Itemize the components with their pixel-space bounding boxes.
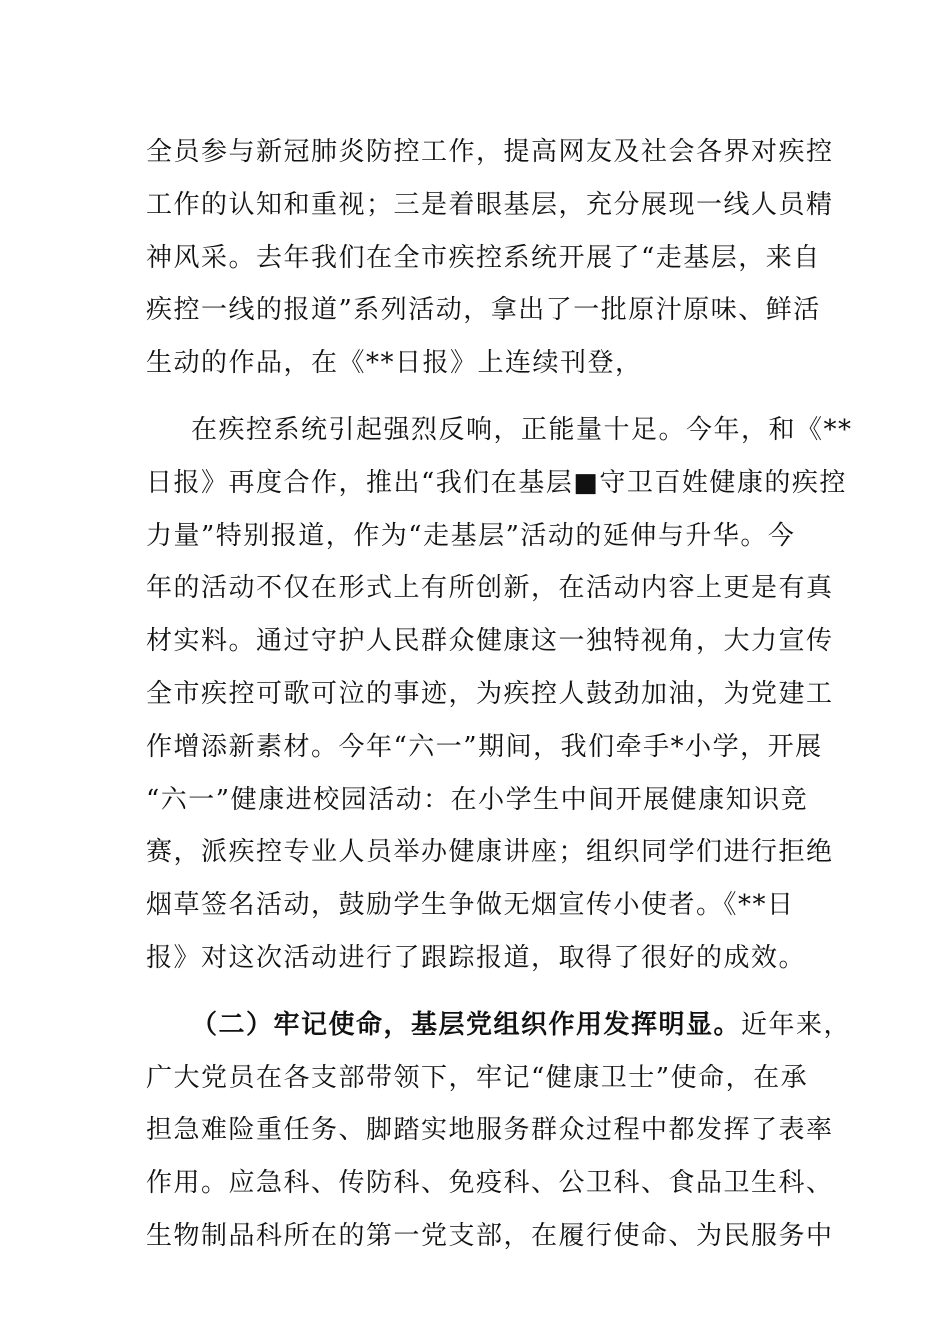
text-line: 全员参与新冠肺炎防控工作，提高网友及社会各界对疾控	[146, 137, 834, 167]
text-line: 工作的认知和重视；三是着眼基层，充分展现一线人员精	[146, 189, 834, 220]
text-line: 疾控一线的报道”系列活动，拿出了一批原汁原味、鲜活	[146, 295, 821, 326]
text-line: 神风采。去年我们在全市疾控系统开展了“走基层，来自	[146, 242, 821, 273]
paragraph-gap	[146, 985, 806, 999]
text-line: 年的活动不仅在形式上有所创新，在活动内容上更是有真	[146, 573, 834, 604]
text-line: 广大党员在各支部带领下，牢记“健康卫士”使命，在承	[146, 1062, 809, 1093]
document-body	[146, 126, 853, 1263]
text-line: 日报》再度合作，推出“我们在基层■守卫百姓健康的疾控	[146, 467, 847, 498]
text-line: 担急难险重任务、脚踏实地服务群众过程中都发挥了表率	[146, 1115, 834, 1146]
section-heading-continuation: 近年来，	[741, 1009, 852, 1040]
text-line: 在疾控系统引起强烈反响，正能量十足。今年，和《**	[191, 414, 853, 445]
text-line: 力量”特别报道，作为“走基层”活动的延伸与升华。今	[146, 520, 796, 551]
paragraph-gap	[146, 390, 806, 404]
text-line: 生动的作品，在《**日报》上连续刊登，	[146, 348, 643, 379]
text-line: 生物制品科所在的第一党支部，在履行使命、为民服务中	[146, 1220, 834, 1251]
paragraph-1	[146, 126, 834, 390]
text-line: 赛，派疾控专业人员举办健康讲座；组织同学们进行拒绝	[146, 837, 834, 868]
text-line: 全市疾控可歌可泣的事迹，为疾控人鼓劲加油，为党建工	[146, 678, 834, 709]
paragraph-2	[146, 404, 853, 985]
text-line: 烟草签名活动，鼓励学生争做无烟宣传小使者。《**日	[146, 890, 795, 921]
section-heading: （二）牢记使命，基层党组织作用发挥明显。	[191, 1009, 742, 1040]
paragraph-3	[146, 999, 852, 1263]
text-line: 作增添新素材。今年“六一”期间，我们牵手*小学，开展	[146, 731, 823, 762]
text-line: “六一”健康进校园活动：在小学生中间开展健康知识竞	[146, 784, 809, 815]
text-line: 报》对这次活动进行了跟踪报道，取得了很好的成效。	[146, 942, 807, 973]
section-heading-line	[146, 999, 852, 1052]
text-line: 作用。应急科、传防科、免疫科、公卫科、食品卫生科、	[146, 1168, 834, 1199]
text-line: 材实料。通过守护人民群众健康这一独特视角，大力宣传	[146, 626, 834, 657]
